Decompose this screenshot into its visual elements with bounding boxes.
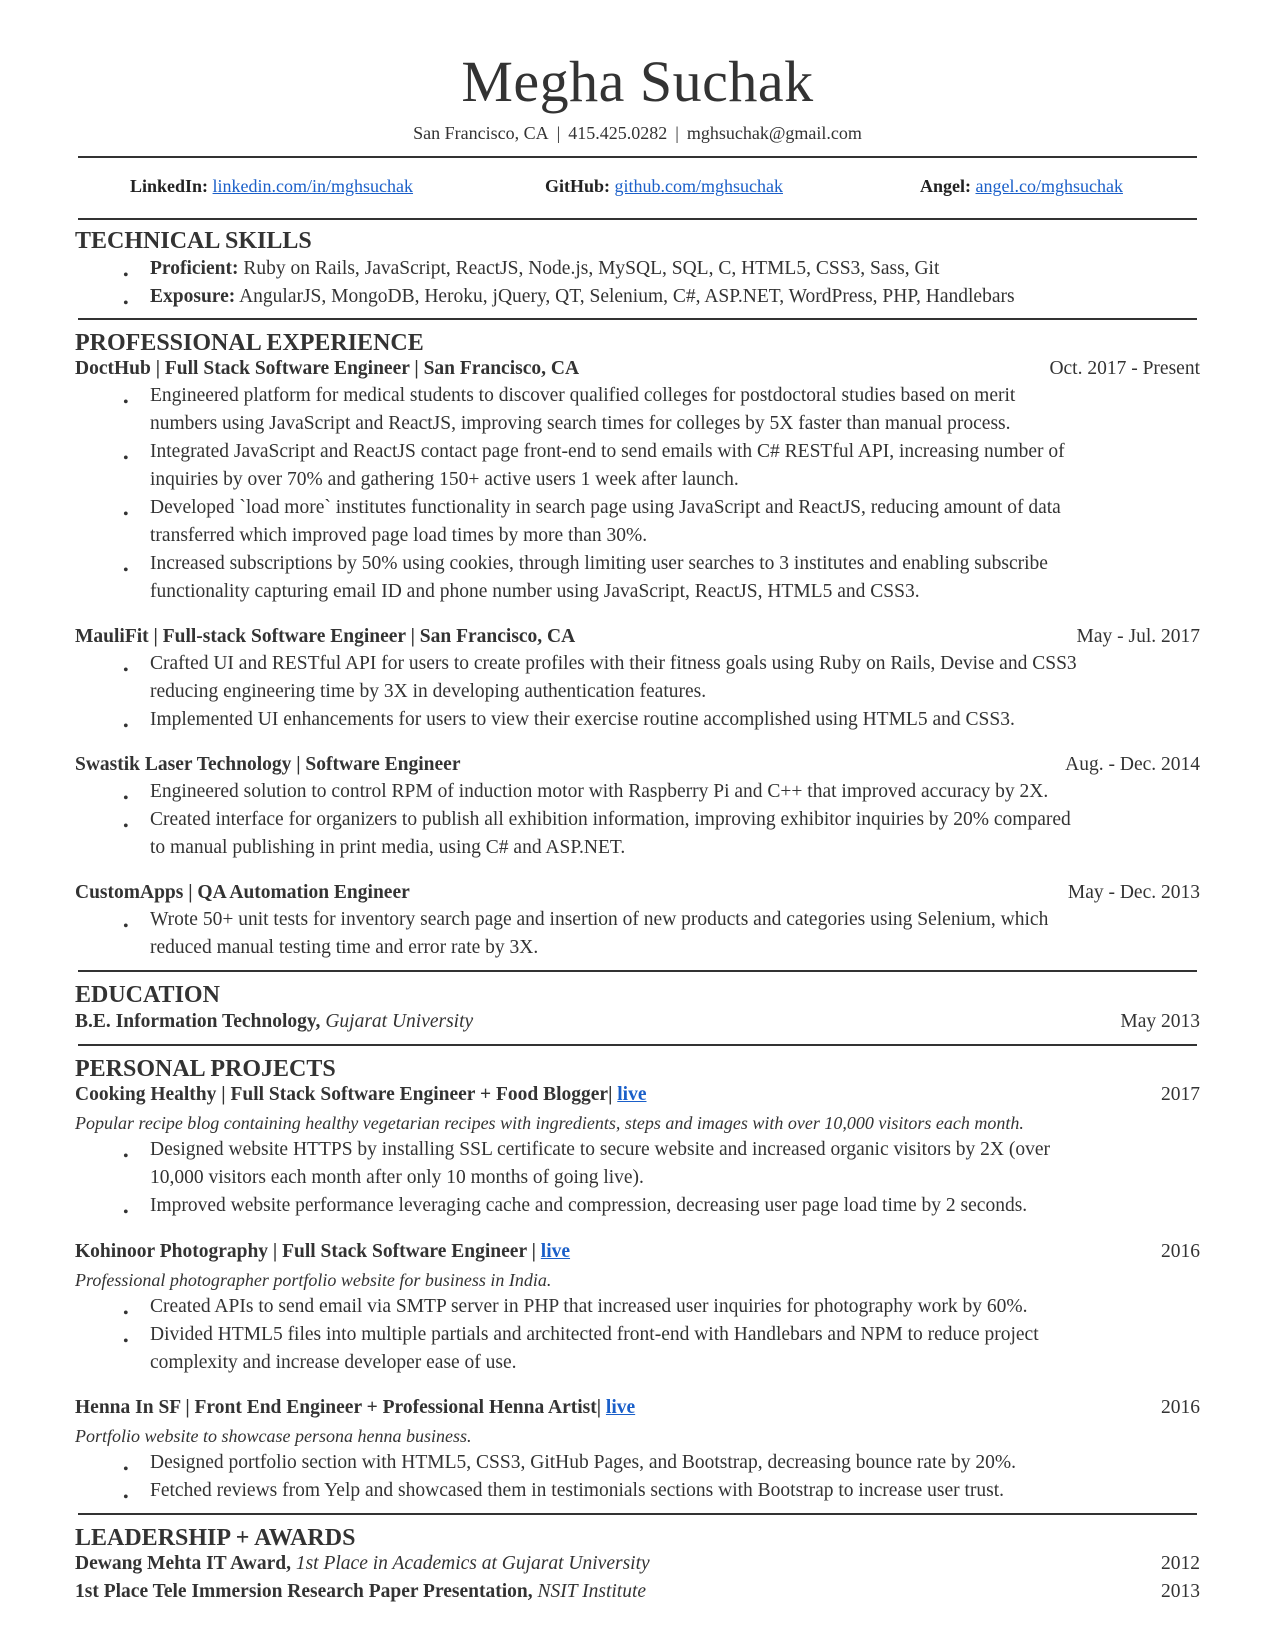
- divider: [78, 318, 1197, 320]
- project-line: Designed website HTTPS by installing SSL certificate to secure website and increased organic visitors by 2X (over: [150, 1139, 1051, 1160]
- job-line: Developed `load more` institutes functionality in search page using JavaScript and ReactJS, reducing amount of data: [150, 497, 1061, 518]
- job-date: Aug. - Dec. 2014: [1065, 754, 1200, 775]
- skill-text: Ruby on Rails, JavaScript, ReactJS, Node.js, MySQL, SQL, C, HTML5, CSS3, Sass, Git: [243, 258, 940, 279]
- section-title-experience: PROFESSIONAL EXPERIENCE: [75, 330, 424, 356]
- project-line: Designed portfolio section with HTML5, CSS3, GitHub Pages, and Bootstrap, decreasing bounce rate by 20%.: [150, 1452, 1016, 1473]
- award-detail: NSIT Institute: [537, 1581, 647, 1602]
- project-line: Divided HTML5 files into multiple partials and architected front-end with Handlebars and NPM to reduce project: [150, 1324, 1039, 1345]
- job-heading: MauliFit | Full-stack Software Engineer | San Francisco, CA: [75, 626, 576, 647]
- award-name: 1st Place Tele Immersion Research Paper Presentation,: [75, 1581, 533, 1602]
- award-entry: [75, 1553, 650, 1575]
- job-line: Engineered solution to control RPM of induction motor with Raspberry Pi and C++ that improved accuracy by 2X.: [150, 781, 1049, 802]
- section-title-education: EDUCATION: [75, 982, 220, 1008]
- school-text: Gujarat University: [325, 1011, 474, 1032]
- skill-text: AngularJS, MongoDB, Heroku, jQuery, QT, Selenium, C#, ASP.NET, WordPress, PHP, Handlebars: [239, 286, 1015, 307]
- job-heading: DoctHub | Full Stack Software Engineer | San Francisco, CA: [75, 358, 580, 379]
- education-date: May 2013: [1120, 1011, 1200, 1032]
- bullet: •: [123, 718, 129, 735]
- divider: [78, 218, 1197, 220]
- live-link[interactable]: live: [540, 1241, 571, 1262]
- separator: |: [556, 123, 561, 143]
- github-entry: [545, 176, 783, 197]
- job-line: reducing engineering time by 3X in developing authentication features.: [150, 681, 707, 702]
- angel-entry: [920, 176, 1123, 197]
- job-line: Created interface for organizers to publish all exhibition information, improving exhibitor inquiries by 20% compared: [150, 809, 1071, 830]
- skill-exposure: [150, 286, 1015, 308]
- bullet: •: [123, 790, 129, 807]
- skill-proficient: [150, 258, 939, 280]
- bullet: •: [123, 1489, 129, 1506]
- job-heading: Swastik Laser Technology | Software Engineer: [75, 754, 461, 775]
- section-title-projects: PERSONAL PROJECTS: [75, 1056, 336, 1082]
- bullet: •: [123, 450, 129, 467]
- linkedin-link[interactable]: linkedin.com/in/mghsuchak: [212, 176, 414, 196]
- angel-link[interactable]: angel.co/mghsuchak: [975, 176, 1123, 196]
- bullet: •: [123, 267, 129, 284]
- skill-label: Proficient:: [150, 258, 239, 279]
- angel-label: Angel:: [920, 176, 971, 196]
- project-heading: [75, 1084, 647, 1106]
- project-description: Portfolio website to showcase persona henna business.: [75, 1426, 472, 1446]
- job-line: reduced manual testing time and error rate by 3X.: [150, 937, 539, 958]
- contact-line: [0, 123, 1275, 144]
- bullet: •: [123, 394, 129, 411]
- project-title: Kohinoor Photography | Full Stack Software Engineer |: [75, 1241, 536, 1262]
- project-line: Created APIs to send email via SMTP server in PHP that increased user inquiries for photography work by 60%.: [150, 1296, 1028, 1317]
- job-date: May - Dec. 2013: [1067, 882, 1200, 903]
- education-entry: [75, 1011, 473, 1033]
- job-line: transferred which improved page load times by more than 30%.: [150, 525, 648, 546]
- bullet: •: [123, 562, 129, 579]
- job-line: Implemented UI enhancements for users to view their exercise routine accomplished using HTML5 and CSS3.: [150, 709, 1015, 730]
- job-line: Increased subscriptions by 50% using cookies, through limiting user searches to 3 institutes and enabling subscribe: [150, 553, 1048, 574]
- project-description: Professional photographer portfolio website for business in India.: [75, 1270, 552, 1290]
- divider: [78, 1044, 1197, 1046]
- separator: |: [675, 123, 679, 143]
- divider: [78, 970, 1197, 972]
- award-date: 2013: [1161, 1581, 1200, 1602]
- project-title: Cooking Healthy | Full Stack Software Engineer + Food Blogger|: [75, 1084, 613, 1105]
- email-text: mghsuchak@gmail.com: [686, 123, 862, 143]
- project-date: 2016: [1161, 1241, 1200, 1262]
- job-line: numbers using JavaScript and ReactJS, improving search times for colleges by 5X faster than manual process.: [150, 413, 1011, 434]
- skill-label: Exposure:: [150, 286, 236, 307]
- project-line: 10,000 visitors each month after only 10 months of going live).: [150, 1167, 644, 1188]
- bullet: •: [123, 506, 129, 523]
- bullet: •: [123, 818, 129, 835]
- job-date: Oct. 2017 - Present: [1049, 358, 1200, 379]
- job-line: Engineered platform for medical students to discover qualified colleges for postdoctoral studies based on merit: [150, 385, 1016, 406]
- project-description: Popular recipe blog containing healthy vegetarian recipes with ingredients, steps and images with over 10,000 visitors each month.: [75, 1113, 1024, 1133]
- project-line: Fetched reviews from Yelp and showcased them in testimonials sections with Bootstrap to increase user trust.: [150, 1480, 1005, 1501]
- award-detail: 1st Place in Academics at Gujarat University: [295, 1553, 650, 1574]
- job-line: to manual publishing in print media, using C# and ASP.NET.: [150, 837, 626, 858]
- bullet: •: [123, 1204, 129, 1221]
- live-link[interactable]: live: [605, 1397, 636, 1418]
- bullet: •: [123, 662, 129, 679]
- section-title-skills: TECHNICAL SKILLS: [75, 228, 312, 254]
- divider: [78, 1513, 1197, 1515]
- bullet: •: [123, 1333, 129, 1350]
- project-line: complexity and increase developer ease of use.: [150, 1352, 517, 1373]
- live-link[interactable]: live: [617, 1084, 647, 1105]
- degree-text: B.E. Information Technology,: [75, 1011, 321, 1032]
- location-text: San Francisco, CA: [413, 123, 549, 143]
- phone-text: 415.425.0282: [568, 123, 668, 143]
- resume-name: Megha Suchak: [461, 49, 814, 114]
- section-title-awards: LEADERSHIP + AWARDS: [75, 1525, 356, 1551]
- job-line: Crafted UI and RESTful API for users to create profiles with their fitness goals using Ruby on Rails, Devise and CSS3: [150, 653, 1077, 674]
- job-line: functionality capturing email ID and phone number using JavaScript, ReactJS, HTML5 and CSS3.: [150, 581, 920, 602]
- bullet: •: [123, 1461, 129, 1478]
- project-heading: [75, 1241, 570, 1263]
- github-link[interactable]: github.com/mghsuchak: [614, 176, 783, 196]
- project-date: 2016: [1161, 1397, 1200, 1418]
- job-line: Integrated JavaScript and ReactJS contact page front-end to send emails with C# RESTful API, increasing number of: [150, 441, 1065, 462]
- bullet: •: [123, 1148, 129, 1165]
- job-line: inquiries by over 70% and gathering 150+ active users 1 week after launch.: [150, 469, 739, 490]
- project-line: Improved website performance leveraging cache and compression, decreasing user page load time by 2 seconds.: [150, 1195, 1028, 1216]
- project-title: Henna In SF | Front End Engineer + Professional Henna Artist|: [75, 1397, 602, 1418]
- bullet: •: [123, 918, 129, 935]
- project-date: 2017: [1161, 1084, 1200, 1105]
- award-entry: [75, 1581, 646, 1603]
- job-date: May - Jul. 2017: [1076, 626, 1200, 647]
- job-line: Wrote 50+ unit tests for inventory search page and insertion of new products and categories using Selenium, which: [150, 909, 1049, 930]
- github-label: GitHub:: [545, 176, 611, 196]
- bullet: •: [123, 295, 129, 312]
- job-heading: CustomApps | QA Automation Engineer: [75, 882, 410, 903]
- bullet: •: [123, 1305, 129, 1322]
- linkedin-label: LinkedIn:: [130, 176, 209, 196]
- divider: [78, 156, 1197, 158]
- award-date: 2012: [1161, 1553, 1200, 1574]
- award-name: Dewang Mehta IT Award,: [75, 1553, 291, 1574]
- project-heading: [75, 1397, 635, 1419]
- linkedin-entry: [130, 176, 413, 197]
